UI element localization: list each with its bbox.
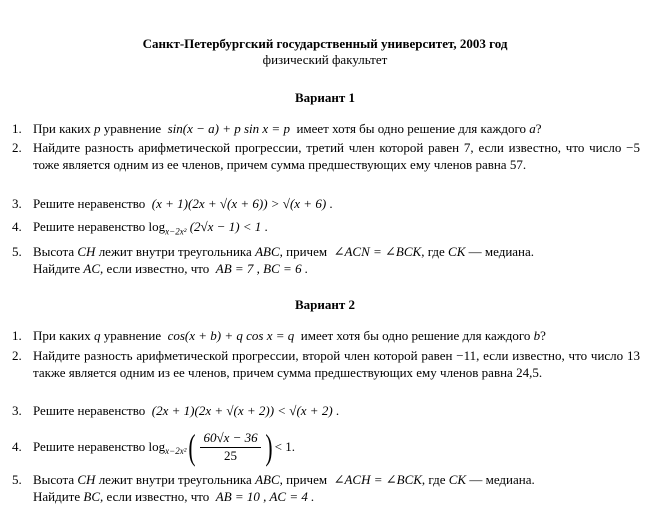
math-log: log	[148, 219, 166, 234]
v1-problem-4	[12, 219, 640, 240]
problem-number: 2.	[12, 140, 22, 155]
problem-text: лежит внутри треугольника	[98, 244, 252, 259]
problem-text: лежит внутри треугольника	[98, 472, 252, 487]
math-variable: a	[529, 121, 536, 136]
math-inequality: (x + 1)(2x + √(x + 6)) > √(x + 6)	[151, 196, 327, 211]
math-condition: AB = 10 , AC = 4 .	[215, 488, 315, 504]
math-log: log	[148, 438, 166, 454]
math-variable: CH	[77, 244, 96, 259]
v1-problem-2	[12, 140, 640, 173]
problem-text: уравнение	[103, 328, 162, 343]
variant-2-heading: Вариант 2	[294, 297, 356, 312]
problem-text: .	[335, 403, 340, 418]
problem-text: Высота	[33, 472, 75, 487]
problem-number: 2.	[12, 348, 22, 363]
problem-number: 4.	[12, 439, 22, 454]
v1-problem-5	[12, 244, 640, 277]
math-fraction	[200, 430, 260, 464]
fraction-numerator: 60√x − 36	[200, 430, 260, 448]
v2-problem-2	[12, 348, 640, 381]
math-variable: b	[533, 328, 541, 343]
v1-problem-3	[12, 196, 640, 213]
v1-problem-1	[12, 121, 640, 138]
problem-text: Найдите	[33, 260, 81, 276]
problem-text: .	[291, 438, 295, 454]
math-angle-equation: ∠ACH = ∠BCK	[333, 472, 422, 487]
problem-number: 1.	[12, 121, 22, 136]
v2-problem-1	[12, 328, 640, 345]
math-variable: ABC,	[255, 244, 283, 259]
math-inequality: (2√x − 1) < 1	[189, 219, 262, 234]
math-condition: AB = 7 , BC = 6 .	[215, 260, 309, 276]
problem-number: 5.	[12, 472, 22, 487]
problem-text: , где	[421, 244, 445, 259]
math-angle-equation: ∠ACN = ∠BCK	[333, 244, 422, 259]
math-inequality-tail: < 1	[274, 438, 292, 454]
problem-number: 1.	[12, 328, 22, 343]
math-equation: sin(x − a) + p sin x = p	[167, 121, 290, 136]
math-variable: p	[94, 121, 101, 136]
math-variable: CH	[77, 472, 96, 487]
problem-text: .	[264, 219, 268, 234]
problem-text: Высота	[33, 244, 75, 259]
math-equation: cos(x + b) + q cos x = q	[167, 328, 295, 343]
problem-text: Решите неравенство	[33, 196, 146, 211]
problem-text: — медиана.	[469, 472, 535, 487]
fraction-denominator: 25	[224, 447, 238, 463]
v2-problem-4	[12, 425, 640, 469]
math-variable: ABC,	[255, 472, 283, 487]
problem-text: Решите неравенство	[33, 403, 146, 418]
problem-text: — медиана.	[468, 244, 535, 259]
math-log-base: x−2x²	[165, 445, 187, 456]
problem-text: причем	[286, 244, 328, 259]
problem-text: Решите неравенство	[33, 219, 146, 234]
problem-text: Найдите разность арифметической прогрессии, второй член которой равен −11, если известно, что число 13 также является одним из ее членов, причем сумма предшествующих ему членов равна 24,5.	[33, 348, 640, 380]
problem-text: При каких	[33, 121, 91, 136]
math-log-base: x−2x²	[165, 226, 187, 237]
problem-text: имеет хотя бы одно решение для каждого	[296, 121, 527, 136]
document-title: Санкт-Петербургский государственный университет, 2003 год	[142, 36, 508, 51]
problem-text: ?	[540, 328, 546, 343]
problem-text: При каких	[33, 328, 91, 343]
right-paren-glyph: )	[265, 427, 273, 467]
problem-text: имеет хотя бы одно решение для каждого	[300, 328, 531, 343]
problem-number: 5.	[12, 244, 22, 259]
problem-number: 4.	[12, 219, 22, 234]
variant-1-heading: Вариант 1	[294, 90, 356, 105]
problem-text: .	[329, 196, 333, 211]
problem-text: если известно, что	[106, 488, 210, 504]
math-variable: q	[94, 328, 101, 343]
document-subtitle: физический факультет	[262, 52, 388, 67]
v2-problem-3	[12, 403, 640, 420]
problem-number: 3.	[12, 403, 22, 418]
problem-text: Найдите разность арифметической прогрессии, третий член которой равен 7, если известно, что число −5 тоже является одним из ее членов, причем сумма предшествующих ему членов равна 57.	[33, 140, 640, 172]
math-inequality: (2x + 1)(2x + √(x + 2)) < √(x + 2)	[151, 403, 333, 418]
math-variable: AC,	[83, 260, 104, 276]
math-variable: CK	[448, 244, 466, 259]
problem-text: если известно, что	[106, 260, 210, 276]
problem-text: причем	[286, 472, 328, 487]
problem-number: 3.	[12, 196, 22, 211]
math-variable: CK	[448, 472, 467, 487]
problem-text: , где	[421, 472, 446, 487]
left-paren-glyph: (	[188, 427, 197, 467]
problem-text: ?	[535, 121, 542, 136]
problem-text: Найдите	[33, 488, 81, 504]
v2-problem-5	[12, 472, 640, 505]
math-variable: BC,	[83, 488, 104, 504]
problem-text: уравнение	[103, 121, 162, 136]
problem-text: Решите неравенство	[33, 438, 146, 454]
